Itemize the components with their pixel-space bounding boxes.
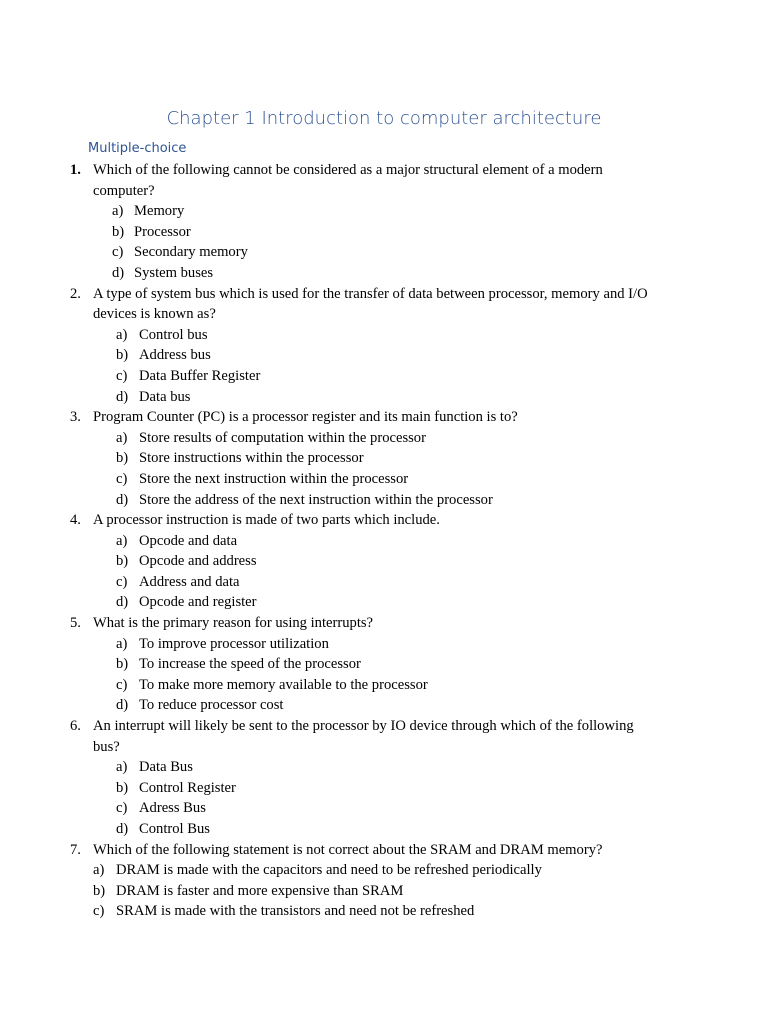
option-letter: c): [93, 903, 105, 920]
option-text: DRAM is made with the capacitors and need to be refreshed periodically: [116, 862, 542, 879]
option-item: [0, 819, 768, 840]
option-list: [0, 531, 768, 613]
question-number: 1.: [70, 162, 81, 178]
question-text: An interrupt will likely be sent to the processor by IO device through which of the following bus?: [93, 718, 634, 755]
question-6: [0, 716, 768, 840]
option-text: Store the next instruction within the processor: [139, 470, 409, 487]
option-item: [0, 551, 768, 572]
option-text: Data bus: [139, 388, 191, 405]
option-letter: a): [93, 862, 105, 879]
option-letter: d): [116, 697, 129, 714]
option-item: [0, 798, 768, 819]
option-item: [0, 881, 768, 902]
question-text: A processor instruction is made of two parts which include.: [93, 512, 440, 529]
section-heading: Multiple-choice: [88, 141, 187, 156]
question-text: What is the primary reason for using interrupts?: [93, 615, 374, 632]
option-letter: b): [116, 553, 129, 570]
question-text: A type of system bus which is used for the transfer of data between processor, memory and I/O devices is known as?: [93, 285, 648, 323]
option-item: [0, 222, 768, 243]
question-5: [0, 613, 768, 716]
option-letter: b): [116, 347, 129, 364]
option-text: Opcode and register: [139, 594, 257, 611]
option-text: DRAM is faster and more expensive than SRAM: [116, 882, 404, 899]
option-item: [0, 469, 768, 490]
option-letter: a): [112, 203, 124, 220]
option-list: [0, 428, 768, 510]
option-letter: a): [116, 532, 128, 549]
option-text: Opcode and data: [139, 532, 238, 549]
question-2: [0, 284, 768, 408]
option-letter: a): [116, 429, 128, 446]
option-text: Store instructions within the processor: [139, 450, 364, 467]
option-text: Control bus: [139, 326, 208, 343]
option-list: [0, 860, 768, 922]
option-item: [0, 592, 768, 613]
option-text: System buses: [134, 264, 214, 281]
option-letter: c): [116, 573, 128, 590]
option-letter: c): [116, 367, 128, 384]
option-item: [0, 263, 768, 284]
option-letter: a): [116, 759, 128, 776]
question-3: [0, 407, 768, 510]
option-item: [0, 778, 768, 799]
option-item: [0, 448, 768, 469]
option-letter: a): [116, 326, 128, 343]
option-letter: a): [116, 635, 128, 652]
option-letter: d): [112, 264, 125, 281]
option-letter: c): [116, 470, 128, 487]
question-1: [0, 160, 768, 284]
question-list: [0, 160, 768, 922]
question-number: 3.: [70, 409, 81, 426]
option-item: [0, 325, 768, 346]
option-text: Store results of computation within the processor: [139, 429, 426, 446]
option-item: [0, 654, 768, 675]
option-letter: b): [93, 882, 106, 899]
option-item: [0, 201, 768, 222]
option-letter: c): [112, 244, 124, 261]
option-letter: c): [116, 800, 128, 817]
option-text: Data Bus: [139, 759, 193, 776]
option-text: SRAM is made with the transistors and need not be refreshed: [116, 903, 475, 920]
option-list: [0, 325, 768, 407]
option-text: To reduce processor cost: [139, 697, 284, 714]
question-number: 6.: [70, 718, 81, 735]
option-letter: b): [116, 656, 129, 673]
question-number: 5.: [70, 615, 81, 632]
option-letter: b): [112, 223, 125, 240]
option-text: Address and data: [139, 573, 240, 590]
option-text: To increase the speed of the processor: [139, 656, 361, 673]
option-item: [0, 860, 768, 881]
question-number: 7.: [70, 841, 81, 858]
option-item: [0, 345, 768, 366]
question-text: Which of the following statement is not correct about the SRAM and DRAM memory?: [93, 841, 603, 858]
option-item: [0, 675, 768, 696]
option-text: Processor: [134, 223, 191, 240]
option-text: Control Register: [139, 779, 236, 796]
option-list: [0, 757, 768, 839]
option-item: [0, 634, 768, 655]
option-text: Control Bus: [139, 821, 210, 837]
option-text: Store the address of the next instruction within the processor: [139, 491, 493, 508]
option-item: [0, 387, 768, 408]
option-item: [0, 366, 768, 387]
option-text: To make more memory available to the processor: [139, 676, 428, 693]
option-item: [0, 757, 768, 778]
option-item: [0, 490, 768, 511]
option-text: To improve processor utilization: [139, 635, 329, 652]
option-item: [0, 901, 768, 922]
option-letter: d): [116, 821, 129, 837]
question-7: [0, 840, 768, 922]
option-list: [0, 634, 768, 716]
option-item: [0, 531, 768, 552]
option-text: Address bus: [139, 347, 211, 364]
question-text: Which of the following cannot be considered as a major structural element of a modern computer?: [93, 162, 603, 199]
option-text: Memory: [134, 203, 185, 220]
option-letter: d): [116, 594, 129, 611]
option-text: Adress Bus: [139, 800, 206, 817]
option-item: [0, 695, 768, 716]
option-letter: b): [116, 779, 129, 796]
question-4: [0, 510, 768, 613]
option-list: [0, 201, 768, 283]
question-number: 4.: [70, 512, 81, 529]
option-letter: b): [116, 450, 129, 467]
option-item: [0, 242, 768, 263]
option-item: [0, 572, 768, 593]
option-text: Data Buffer Register: [139, 367, 261, 384]
option-text: Secondary memory: [134, 244, 248, 261]
option-letter: d): [116, 491, 129, 508]
chapter-title: Chapter 1 Introduction to computer architecture: [166, 108, 602, 129]
option-letter: c): [116, 676, 128, 693]
question-number: 2.: [70, 285, 81, 302]
option-letter: d): [116, 388, 129, 405]
option-item: [0, 428, 768, 449]
option-text: Opcode and address: [139, 553, 257, 570]
question-text: Program Counter (PC) is a processor register and its main function is to?: [93, 409, 518, 426]
